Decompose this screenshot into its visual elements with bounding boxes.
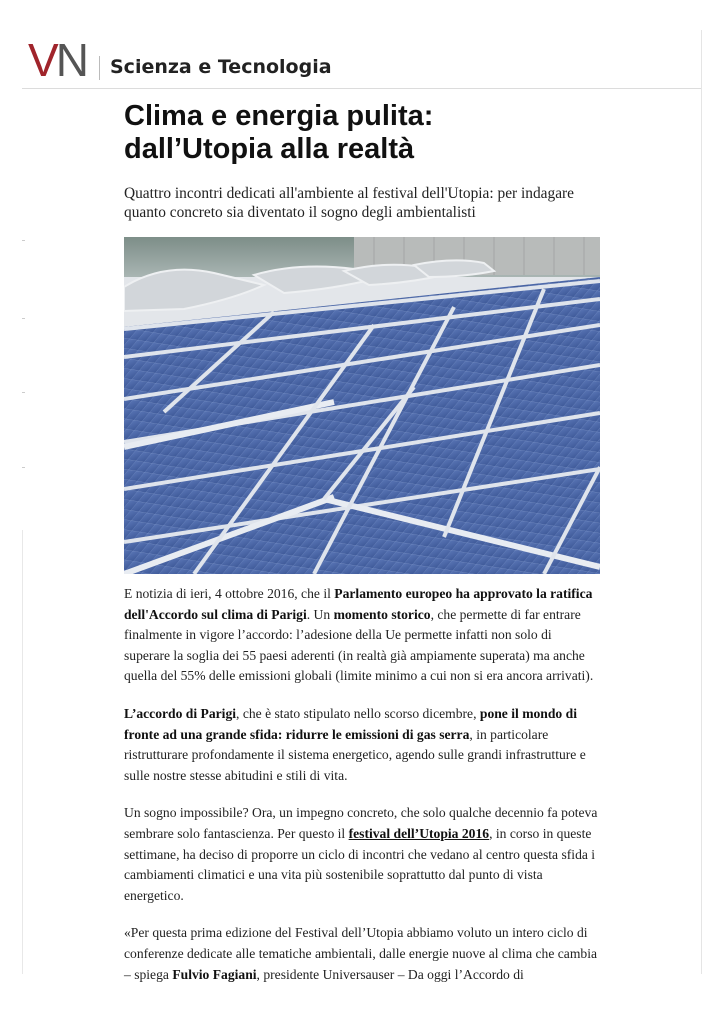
text-run: , presidente Universauser – Da oggi l’Accordo di — [256, 966, 524, 982]
article-subtitle: Quattro incontri dedicati all'ambiente al festival dell'Utopia: per indagare quanto concreto sia diventato il sogno degli ambientalisti — [124, 185, 574, 221]
edge-mark — [22, 467, 25, 468]
text-run: Un sogno impossibile? Ora, un impegno concreto, che solo qualche decennio fa poteva sembrare solo fantascienza. Per questo il — [124, 805, 598, 841]
edge-mark — [22, 240, 25, 241]
festival-link[interactable]: festival dell’Utopia 2016 — [348, 825, 490, 841]
paragraph-2 — [124, 704, 600, 786]
edge-mark — [22, 392, 25, 393]
bold-run: Parlamento europeo ha approvato la ratifica dell'Accordo sul clima di Parigi — [124, 586, 593, 622]
text-run: «Per questa prima edizione del Festival dell’Utopia abbiamo voluto un intero ciclo di conferenze dedicate alle tematiche ambientali, dalle energie nuove al clima che cambia – spiega — [124, 925, 598, 982]
text-run: , in corso in queste settimane, ha deciso di proporre un ciclo di incontri che vedano al centro questa sfida i cambiamenti climatici e una vita più sostenibile soprattutto dal punto di vista energetico. — [124, 825, 596, 903]
text-run: . Un — [306, 606, 334, 622]
edge-mark — [22, 318, 25, 319]
section-title[interactable]: Scienza e Tecnologia — [110, 56, 332, 78]
paragraph-4 — [124, 923, 600, 985]
article-body — [124, 584, 600, 985]
hero-image-solar-panels — [124, 237, 600, 574]
text-run: , che permette di far entrare finalmente in vigore l’accordo: l’adesione della Ue permette infatti non solo di superare la soglia dei 55 paesi aderenti (in realtà già ampiamente superata) ma anche quella del 55% delle emissioni globali (limite minimo a cui non si era ancora arrivati). — [124, 606, 594, 684]
header-divider — [99, 56, 100, 80]
paragraph-1 — [124, 584, 600, 687]
text-run: E notizia di ieri, 4 ottobre 2016, che il — [124, 586, 335, 601]
bold-run: momento storico — [333, 606, 431, 622]
left-border — [22, 530, 23, 974]
article — [124, 100, 600, 1002]
article-title — [124, 100, 600, 166]
title-line-1: Clima e energia pulita: — [124, 100, 434, 132]
site-header — [22, 36, 702, 89]
logo-letter-n: N — [55, 34, 89, 86]
text-run: , in particolare ristrutturare profondamente il sistema energetico, agendo sulle grandi infrastrutture e sulle nostre stesse abitudini e stili di vita. — [124, 726, 586, 783]
bold-run: L’accordo di Parigi — [124, 705, 237, 721]
logo-letter-v: V — [28, 34, 56, 86]
text-run: , che è stato stipulato nello scorso dicembre, — [236, 705, 480, 721]
bold-run: pone il mondo di fronte ad una grande sfida: ridurre le emissioni di gas serra — [124, 705, 577, 742]
site-logo[interactable] — [28, 34, 89, 86]
title-line-2: dall’Utopia alla realtà — [124, 133, 415, 165]
bold-run: Fulvio Fagiani — [172, 966, 257, 982]
right-border — [701, 30, 702, 974]
paragraph-3 — [124, 803, 600, 906]
